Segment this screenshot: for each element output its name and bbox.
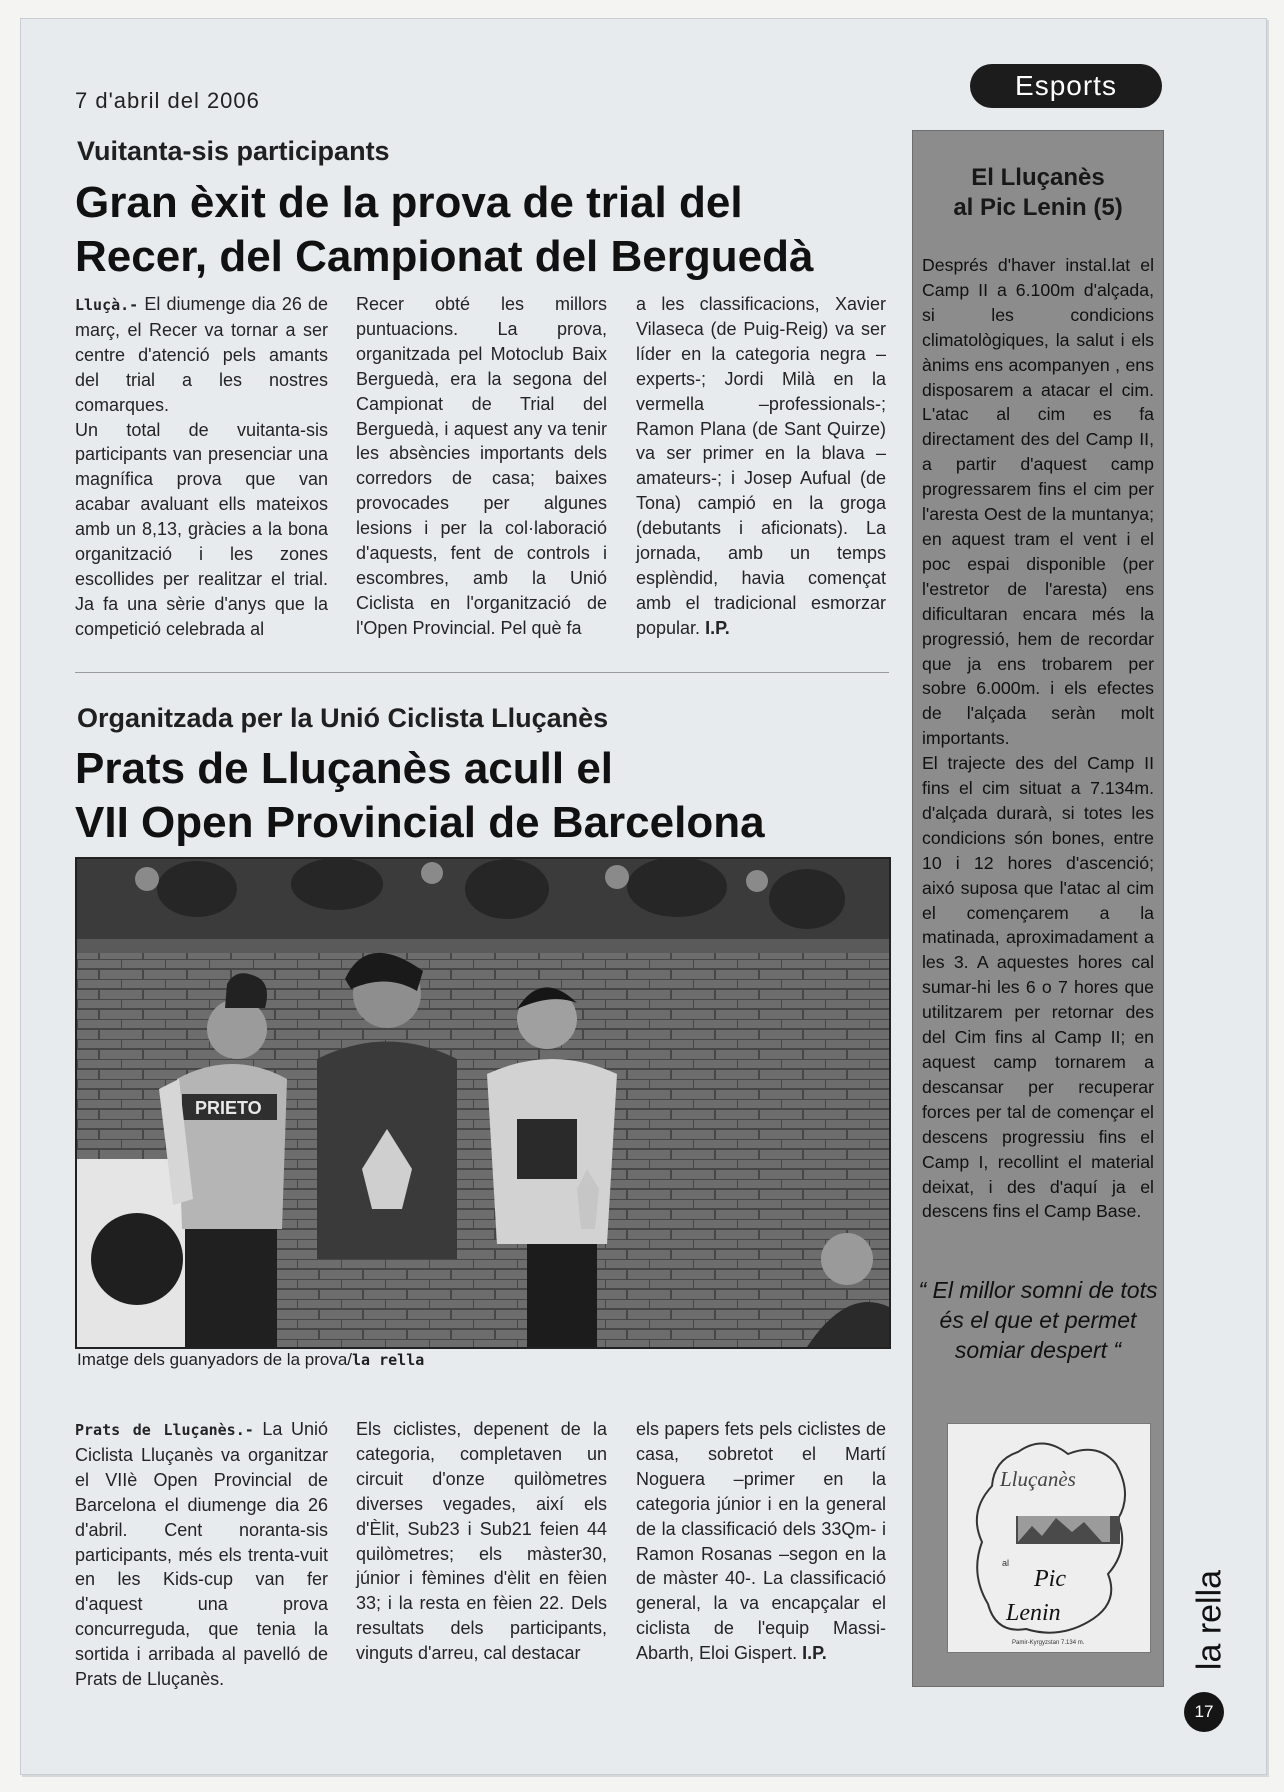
publication-brand <box>1180 1560 1240 1680</box>
photo-caption <box>77 1350 424 1370</box>
article1-signature: I.P. <box>705 617 730 638</box>
pic-lenin-map-icon <box>948 1424 1150 1652</box>
logo-footer: Pamir-Kyrgyzstan 7.134 m. <box>1012 1640 1085 1646</box>
logo-word-2: al <box>1002 1558 1010 1568</box>
article1-col3-text: a les classificacions, Xavier Vilaseca (de Puig-Reig) va ser líder en la categoria negra –experts-; Jordi Milà en la vermella –professionals-; Ramon Plana (de Sant Quirze) va ser primer en la blava –amateurs-; i Josep Aufual (de Tona) campió en la groga (debutants i aficionats). La jornada, amb un temps esplèndid, havia començat amb el tradicional esmorzar popular. <box>636 294 886 638</box>
pic-lenin-logo <box>947 1423 1151 1653</box>
winners-photo-image <box>77 859 889 1347</box>
article1-column-2 <box>356 292 607 641</box>
sidebar-title <box>913 163 1163 223</box>
logo-word-1: Lluçanès <box>1000 1467 1076 1491</box>
article1-headline <box>75 176 813 284</box>
sidebar-column <box>912 130 1164 1687</box>
article-divider <box>75 672 889 673</box>
sidebar-paragraph-1: Després d'haver instal.lat el Camp II a 6.100m d'alçada, si les condicions climatològiques, la salut i els ànims ens acompanyen , ens disposarem a atacar el cim. L'atac al cim es fa directament des del Camp II, a partir d'aquest camp progressarem fins el cim per l'aresta Oest de la muntanya; en aquest tram el vent i el poc espai disponible (per l'estretor de l'aresta) ens dificultaran encara més la progressió, hem de recordar que ja ens trobarem per sobre 6.000m. i els efectes de l'alçada seràn molt importants. <box>922 255 1154 749</box>
logo-word-3: Pic <box>1034 1566 1066 1592</box>
issue-date: 7 d'abril del 2006 <box>75 88 260 113</box>
article2-column-1 <box>75 1417 328 1692</box>
article1-headline-line1: Gran èxit de la prova de trial del <box>75 178 743 227</box>
winners-photo <box>75 857 891 1349</box>
article2-headline <box>75 742 765 850</box>
article1-dateline: Lluçà.- <box>75 296 139 314</box>
article2-dateline: Prats de Lluçanès.- <box>75 1421 254 1439</box>
article1-column-3 <box>636 292 886 641</box>
sidebar-title-line1: El Lluçanès <box>971 164 1105 191</box>
article1-kicker: Vuitanta-sis participants <box>77 136 390 166</box>
article2-kicker: Organitzada per la Unió Ciclista Lluçanès <box>77 703 609 733</box>
jersey-lettering: PRIETO <box>195 1098 262 1118</box>
article1-col1-p2: Un total de vuitanta-sis participants van presenciar una magnífica prova que van acabar avaluant ells mateixos amb un 8,13, gràcies a la bona organització i les zones escollides per realitzar el trial. Ja fa una sèrie d'anys que la competició celebrada al <box>75 419 328 639</box>
article2-col3-text: els papers fets pels ciclistes de casa, sobretot el Martí Noguera –primer en la categoria júnior i en la general de la classificació dels 33Qm- i Ramon Rosanas –segon en la de màster 40-. La classificació general, la va encapçalar el ciclista de l'equip Massi-Abarth, Eloi Gispert. <box>636 1419 886 1664</box>
section-label: Esports <box>970 64 1162 108</box>
article2-column-2 <box>356 1417 607 1666</box>
article2-signature: I.P. <box>802 1643 827 1664</box>
sidebar-paragraph-2: El trajecte des del Camp II fins el cim situat a 7.134m. d'alçada durarà, si totes les condicions són bones, entre 10 i 12 hores d'ascenció; aixó suposa que l'atac al cim el començarem a la matinada, aproximadament a les 3. A aquestes hores cal sumar-hi les 6 o 7 hores que utilitzarem per retornar des del Cim fins al Camp II; en aquest camp tornarem a descansar per recuperar forces per tal de començar el descens progressiu fins el Camp I, recollint el material deixat, i des d'aquí ja el descens fins el Camp Base. <box>922 753 1154 1222</box>
sidebar-quote: “ El millor somni de tots és el que et permet somiar despert “ <box>918 1277 1158 1363</box>
article2-headline-line2: VII Open Provincial de Barcelona <box>75 798 765 847</box>
sidebar-title-line2: al Pic Lenin (5) <box>953 194 1123 221</box>
article1-col2-text: Recer obté les millors puntuacions. La prova, organitzada pel Motoclub Baix Berguedà, era la segona del Campionat de Trial del Berguedà, i aquest any va tenir les absències importants dels corredors de casa; baixes provocades per algunes lesions i per la col·laboració d'aquests, fent de controls i escombres, amb la Unió Ciclista en l'organització de l'Open Provincial. Pel què fa <box>356 294 607 638</box>
sidebar-body <box>922 253 1154 1224</box>
article2-col2-text: Els ciclistes, depenent de la categoria, completaven un circuit d'onze quilòmetres diverses vegades, així els d'Èlit, Sub23 i Sub21 feien 44 quilòmetres; els màster30, júnior i fèmines d'èlit en fèien 33; i la resta en fèien 22. Dels resultats dels participants, vinguts d'arreu, cal destacar <box>356 1419 607 1664</box>
article1-headline-line2: Recer, del Campionat del Berguedà <box>75 232 814 281</box>
page-number: 17 <box>1184 1692 1224 1732</box>
article1-column-1 <box>75 292 328 642</box>
article2-headline-line1: Prats de Lluçanès acull el <box>75 744 614 793</box>
publication-brand-text: la rella <box>1190 1569 1229 1671</box>
photo-caption-text: Imatge dels guanyadors de la prova/ <box>77 1350 353 1369</box>
article1-col1-p1: El diumenge dia 26 de març, el Recer va tornar a ser centre d'atenció pels amants del trial a les nostres comarques. <box>75 294 328 415</box>
article2-column-3 <box>636 1417 886 1666</box>
logo-word-4: Lenin <box>1006 1600 1061 1626</box>
photo-caption-credit: la rella <box>352 1351 425 1369</box>
article2-col1-text: La Unió Ciclista Lluçanès va organitzar el VIIè Open Provincial de Barcelona el diumenge dia 26 d'abril. Cent noranta-sis participants, més els trenta-vuit en les Kids-cup van fer d'aquest una prova concurreguda, que tenia la sortida i arribada al pavelló de Prats de Lluçanès. <box>75 1419 328 1690</box>
